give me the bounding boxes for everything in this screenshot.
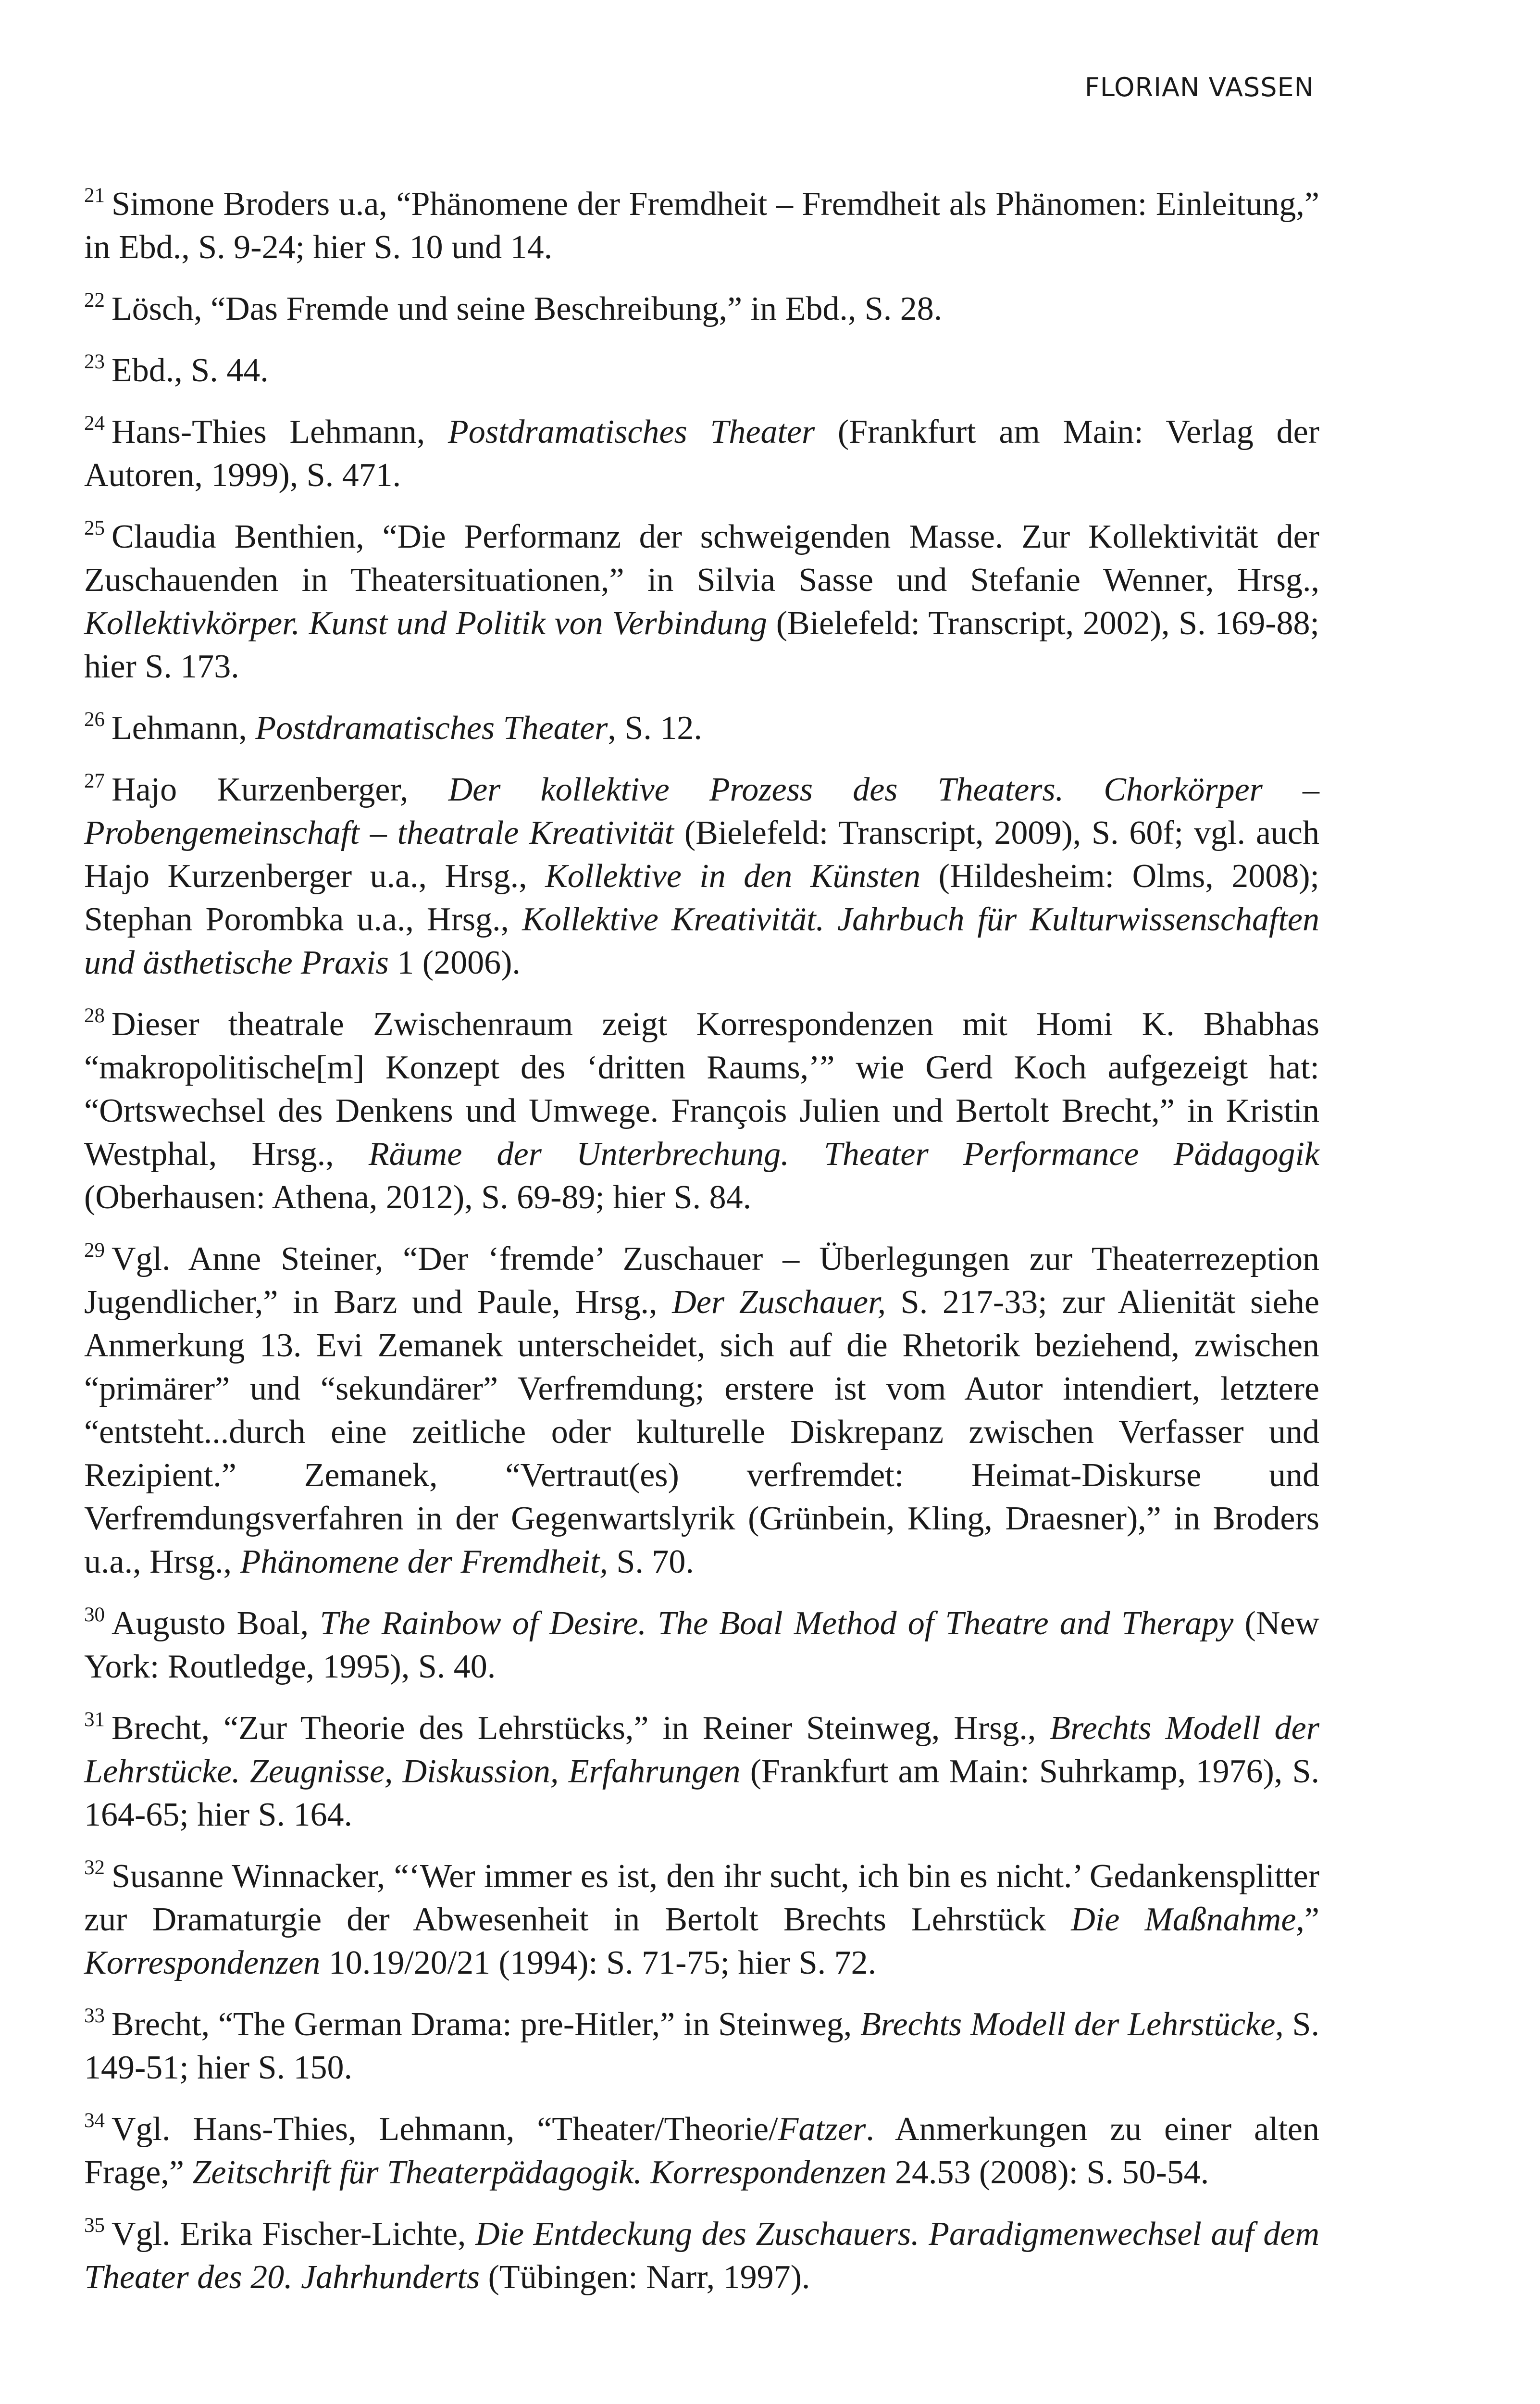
endnote-text: Vgl. Erika Fischer-Lichte, [112, 2216, 475, 2253]
endnote-text: Hajo Kurzenberger, [112, 771, 448, 808]
endnote-title-italic: Kollektive in den Künsten [545, 858, 921, 895]
endnote-text: Augusto Boal, [112, 1605, 320, 1642]
endnote [84, 1855, 1319, 1985]
endnote-title-italic: Kollektivkörper. Kunst und Politik von Verbindung [84, 605, 768, 642]
endnote-number: 30 [84, 1603, 105, 1626]
endnote [84, 1602, 1319, 1689]
endnote-number: 31 [84, 1708, 105, 1731]
endnote-number: 33 [84, 2004, 105, 2027]
endnote-text: Ebd., S. 44. [112, 352, 269, 389]
endnote-number: 29 [84, 1239, 105, 1262]
endnote-number: 21 [84, 184, 105, 207]
endnote-number: 32 [84, 1856, 105, 1879]
endnote-title-italic: Fatzer [778, 2111, 866, 2148]
endnote-text: Brecht, “Zur Theorie des Lehrstücks,” in Reiner Steinweg, Hrsg., [112, 1710, 1050, 1747]
endnote-title-italic: Postdramatisches Theater [447, 413, 815, 451]
endnote-text: 24.53 (2008): S. 50-54. [886, 2154, 1209, 2191]
endnote-title-italic: Korrespondenzen [84, 1944, 321, 1981]
endnote-text: (Oberhausen: Athena, 2012), S. 69-89; hier S. 84. [84, 1179, 752, 1216]
endnote-text: Claudia Benthien, “Die Performanz der schweigenden Masse. Zur Kollektivität der Zuschauenden in Theatersituationen,” in Silvia Sasse und Stefanie Wenner, Hrsg., [84, 518, 1319, 599]
endnote-text: Susanne Winnacker, “‘Wer immer es ist, den ihr sucht, ich bin es nicht.’ Gedankensplitter zur Dramaturgie der Abwesenheit in Bertolt Brechts Lehrstück [84, 1858, 1319, 1938]
endnote-title-italic: Zeitschrift für Theaterpädagogik. Korrespondenzen [192, 2154, 887, 2191]
endnote-text: (Frankfurt am Main: Verlag der Autoren, 1999), S. 471. [84, 413, 1319, 494]
endnote-number: 23 [84, 351, 105, 373]
endnote-text: (New York: Routledge, 1995), S. 40. [84, 1605, 1320, 1685]
endnote [84, 768, 1319, 985]
endnote-title-italic: Postdramatisches Theater [255, 710, 608, 747]
endnote-text: Hans-Thies Lehmann, [112, 413, 448, 451]
endnote-title-italic: Kollektive Kreativität. Jahrbuch für Kulturwissenschaften und ästhetische Praxis [84, 901, 1319, 981]
endnote [84, 2213, 1319, 2299]
endnote-number: 27 [84, 770, 105, 792]
endnote [84, 515, 1319, 689]
endnote-title-italic: Der kollektive Prozess des Theaters. Chorkörper – Probengemeinschaft – theatrale Kreativität [84, 771, 1320, 851]
endnote-number: 34 [84, 2109, 105, 2132]
endnote-text: Lehmann, [112, 710, 256, 747]
endnote-text: (Tübingen: Narr, 1997). [480, 2259, 810, 2296]
endnote-text: Vgl. Hans-Thies, Lehmann, “Theater/Theorie/ [112, 2111, 778, 2148]
endnote-number: 26 [84, 708, 105, 731]
endnote-text: S. 70. [608, 1543, 694, 1580]
endnote-text: 1 (2006). [388, 944, 521, 981]
running-head: FLORIAN VASSEN [1084, 72, 1314, 102]
endnote-number: 25 [84, 517, 105, 539]
endnote [84, 2108, 1319, 2194]
endnote [84, 1707, 1319, 1837]
endnote-text: ,” [1296, 1901, 1319, 1938]
endnotes-list [84, 183, 1319, 2317]
endnote-title-italic: Der Zuschauer, [672, 1284, 886, 1321]
endnote-text: , S. 12. [608, 710, 702, 747]
endnote-number: 28 [84, 1004, 105, 1027]
endnote-text: , S. 149-51; hier S. 150. [84, 2006, 1319, 2086]
endnote-text: (Bielefeld: Transcript, 2002), S. 169-88; hier S. 173. [84, 605, 1319, 685]
endnote-text: (Frankfurt am Main: Suhrkamp, 1976), S. 164-65; hier S. 164. [84, 1753, 1319, 1833]
endnote-title-italic: Die Entdeckung des Zuschauers. Paradigmenwechsel auf dem Theater des 20. Jahrhunderts [84, 2216, 1319, 2296]
endnote-text: (Bielefeld: Transcript, 2009), S. 60f; vgl. auch Hajo Kurzenberger u.a., Hrsg., [84, 814, 1319, 895]
endnote [84, 183, 1319, 269]
endnote-number: 24 [84, 412, 105, 435]
endnote [84, 707, 1319, 750]
endnote [84, 1238, 1319, 1584]
endnote [84, 288, 1319, 331]
endnote-title-italic: Phänomene der Fremdheit, [240, 1543, 608, 1580]
endnote [84, 349, 1319, 392]
endnote [84, 1003, 1319, 1219]
endnote-text: Vgl. Anne Steiner, “Der ‘fremde’ Zuschauer – Überlegungen zur Theaterrezeption Jugendlicher,” in Barz und Paule, Hrsg., [84, 1240, 1319, 1321]
endnote-text: Brecht, “The German Drama: pre-Hitler,” in Steinweg, [112, 2006, 860, 2043]
endnote-number: 22 [84, 289, 105, 312]
endnote-title-italic: Die Maßnahme [1071, 1901, 1296, 1938]
endnote-text: Dieser theatrale Zwischenraum zeigt Korrespondenzen mit Homi K. Bhabhas “makropolitische[m] Konzept des ‘dritten Raums,’” wie Gerd Koch aufgezeigt hat: “Ortswechsel des Denkens und Umwege. François Julien und Bertolt Brecht,” in Kristin Westphal, Hrsg., [84, 1006, 1319, 1173]
endnote-title-italic: The Rainbow of Desire. The Boal Method of Theatre and Therapy [320, 1605, 1234, 1642]
endnote-text: 10.19/20/21 (1994): S. 71-75; hier S. 72. [320, 1944, 877, 1981]
endnote-title-italic: Brechts Modell der Lehrstücke [860, 2006, 1276, 2043]
endnote-text: (Hildesheim: Olms, 2008); Stephan Porombka u.a., Hrsg., [84, 858, 1319, 938]
endnote-title-italic: Räume der Unterbrechung. Theater Performance Pädagogik [368, 1136, 1319, 1173]
endnote-text: . Anmerkungen zu einer alten Frage,” [84, 2111, 1319, 2191]
endnote-text: S. 217-33; zur Alienität siehe Anmerkung 13. Evi Zemanek unterscheidet, sich auf die Rhetorik beziehend, zwischen “primärer” und “sekundärer” Verfremdung; erstere ist vom Autor intendiert, letztere “entsteht...durch eine zeitliche oder kulturelle Diskrepanz zwischen Verfasser und Rezipient.” Zemanek, “Vertraut(es) verfremdet: Heimat-Diskurse und Verfremdungsverfahren in der Gegenwartslyrik (Grünbein, Kling, Draesner),” in Broders u.a., Hrsg., [84, 1284, 1319, 1580]
endnote-number: 35 [84, 2214, 105, 2237]
endnote-title-italic: Brechts Modell der Lehrstücke. Zeugnisse, Diskussion, Erfahrungen [84, 1710, 1319, 1790]
endnote [84, 2003, 1319, 2090]
endnote [84, 411, 1319, 497]
endnote-text: Lösch, “Das Fremde und seine Beschreibung,” in Ebd., S. 28. [112, 290, 943, 327]
endnote-text: Simone Broders u.a, “Phänomene der Fremdheit – Fremdheit als Phänomen: Einleitung,” in Ebd., S. 9-24; hier S. 10 und 14. [84, 186, 1319, 266]
